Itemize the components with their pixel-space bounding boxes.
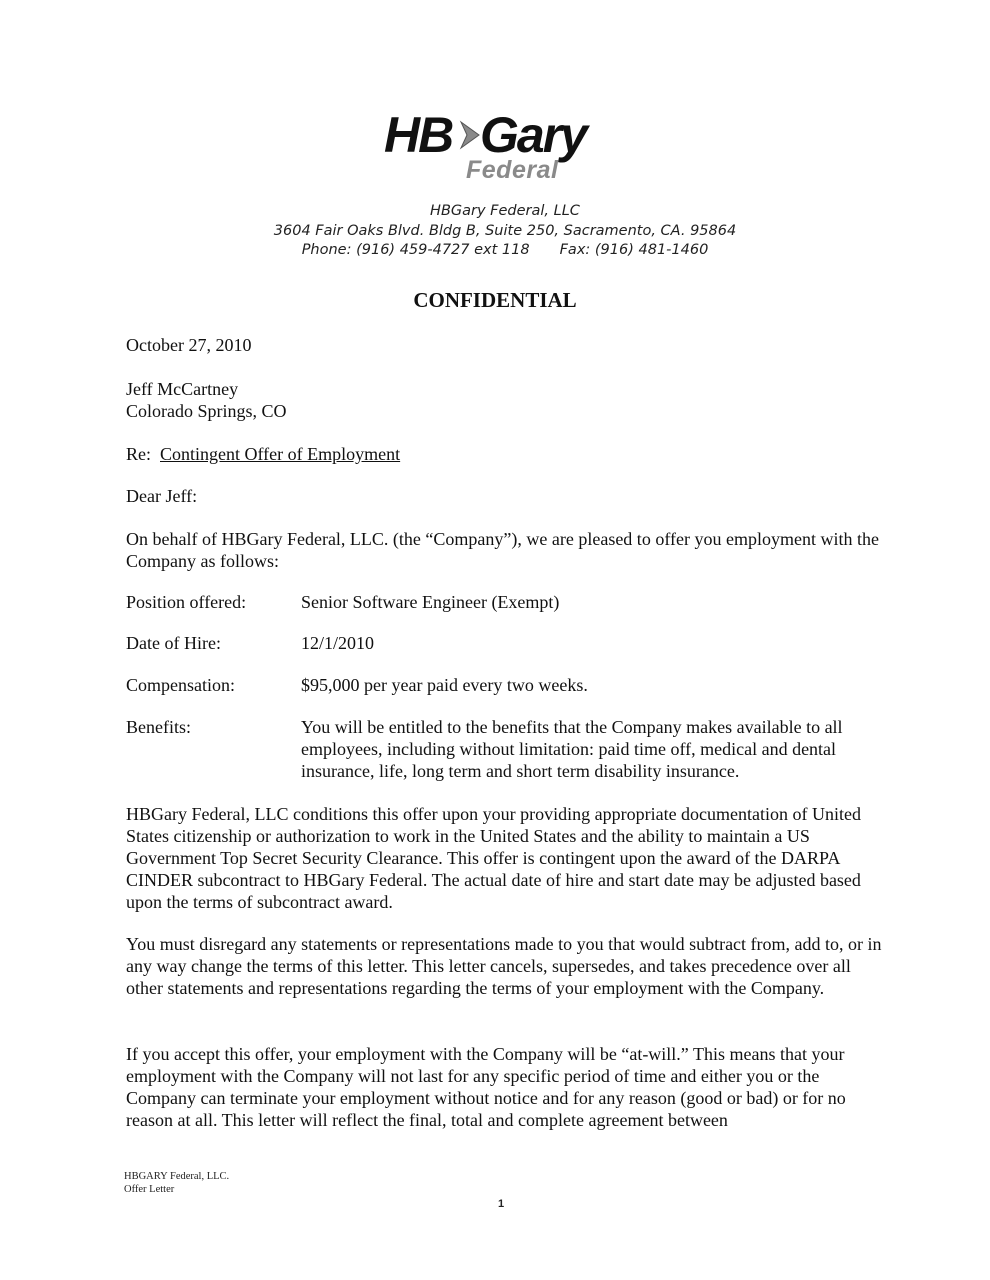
intro-paragraph: On behalf of HBGary Federal, LLC. (the “Company”), we are pleased to offer you employment with the Company as follows: — [126, 529, 879, 571]
letterhead-contact — [200, 241, 810, 261]
confidential-heading: CONFIDENTIAL — [413, 288, 577, 312]
letterhead-street: 3604 Fair Oaks Blvd. Bldg B, Suite 250, Sacramento, CA. 95864 — [273, 222, 737, 239]
term-label-position: Position offered: — [126, 592, 247, 612]
term-value-benefits: You will be entitled to the benefits that the Company makes available to all employees, including without limitation: paid time off, medical and dental insurance, life, long term and short term disability insurance. — [301, 717, 843, 781]
page-footer — [124, 1170, 229, 1196]
conditions-paragraph: HBGary Federal, LLC conditions this offer upon your providing appropriate documentation of United States citizenship or authorization to work in the United States and the ability to maintain a US Government Top Secret Security Clearance. This offer is contingent upon the award of the DARPA CINDER subcontract to HBGary Federal. The actual date of hire and start date may be adjusted based upon the terms of subcontract award. — [126, 804, 862, 912]
subject-title: Contingent Offer of Employment — [160, 444, 401, 464]
subject-line — [126, 443, 400, 465]
disregard-paragraph: You must disregard any statements or representations made to you that would subtract from, add to, or in any way change the terms of this letter. This letter cancels, supersedes, and takes precedence over all other statements and representations regarding the terms of your employment with the Company. — [126, 934, 882, 998]
term-value-position: Senior Software Engineer (Exempt) — [301, 592, 560, 612]
salutation: Dear Jeff: — [126, 486, 198, 506]
footer-document: Offer Letter — [124, 1184, 175, 1195]
recipient-name: Jeff McCartney — [126, 379, 239, 399]
term-label-date-of-hire: Date of Hire: — [126, 633, 221, 653]
term-value-date-of-hire: 12/1/2010 — [301, 633, 375, 653]
letter-date: October 27, 2010 — [126, 335, 252, 355]
logo-arrow-icon — [459, 120, 481, 150]
letterhead-company: HBGary Federal, LLC — [430, 203, 580, 219]
letterhead-phone: Phone: (916) 459-4727 ext 118 — [301, 242, 530, 258]
footer-company: HBGARY Federal, LLC. — [124, 1171, 230, 1182]
term-label-compensation: Compensation: — [126, 675, 235, 695]
logo-hb-text: HB — [384, 107, 453, 163]
letterhead-address — [200, 202, 810, 261]
page-number: 1 — [498, 1198, 505, 1210]
term-value-compensation: $95,000 per year paid every two weeks. — [301, 675, 588, 695]
logo-federal-text: Federal — [466, 156, 559, 184]
at-will-paragraph: If you accept this offer, your employment with the Company will be “at-will.” This means that your employment with the Company will not last for any specific period of time and either you or the Company can terminate your employment without notice and for any reason (good or bad) or for no reason at all. This letter will reflect the final, total and complete agreement between — [126, 1044, 846, 1130]
letterhead-fax: Fax: (916) 481-1460 — [559, 242, 709, 258]
logo-gary-text: Gary — [480, 107, 586, 163]
subject-prefix: Re: — [126, 444, 151, 464]
company-logo — [384, 107, 634, 190]
term-label-benefits: Benefits: — [126, 717, 191, 737]
recipient-location: Colorado Springs, CO — [126, 401, 287, 421]
